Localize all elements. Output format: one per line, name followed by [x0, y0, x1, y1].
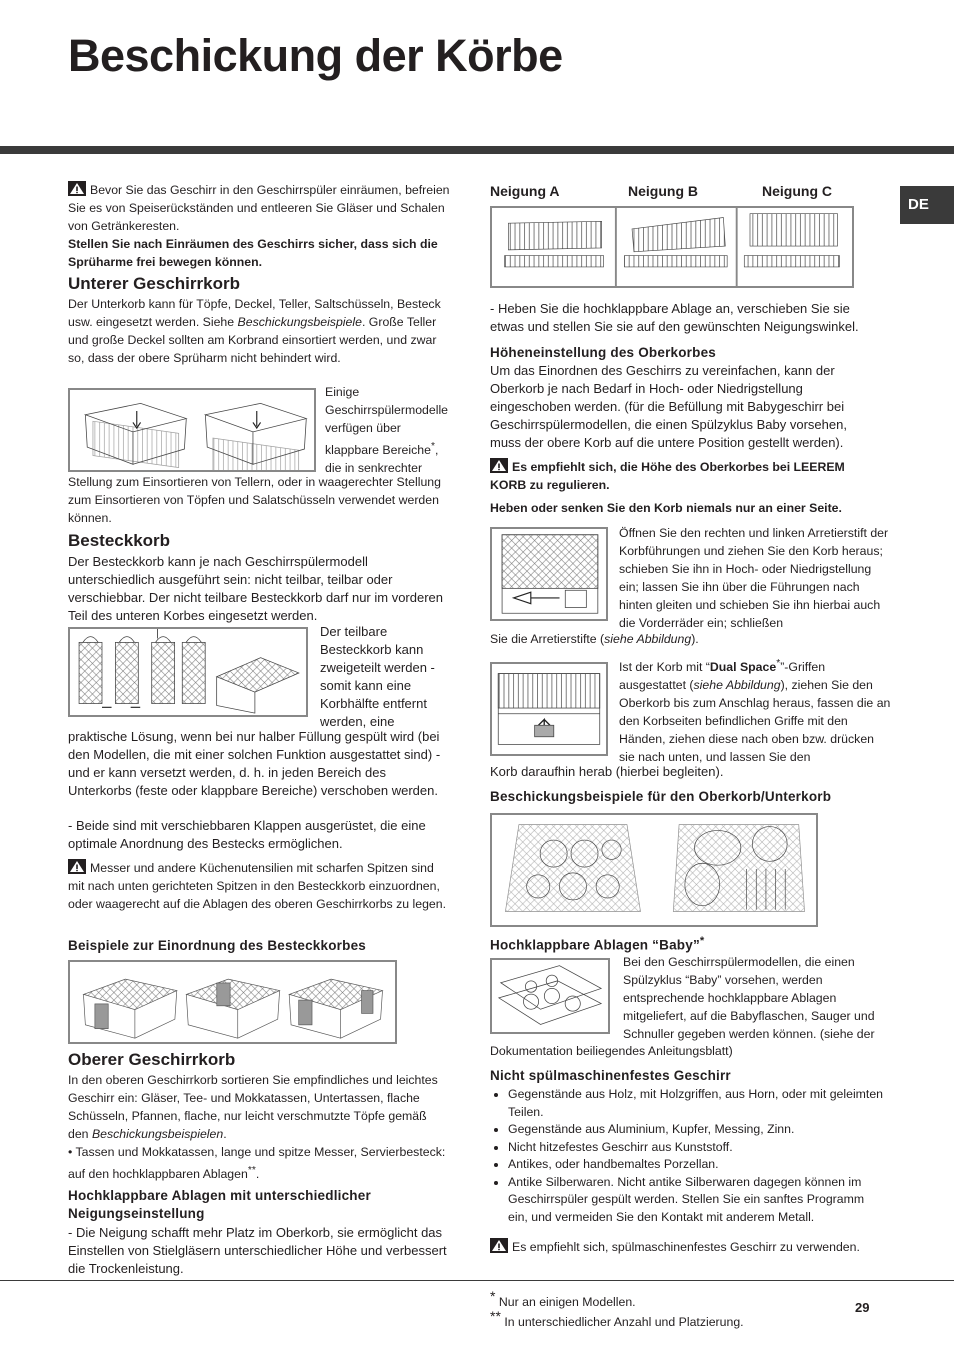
- not-dishwasher-list: [490, 1086, 886, 1226]
- upper-basket-text: In den oberen Geschirrkorb sortieren Sie empfindliches und leichtes Geschirr ein: Gläser, Tee- und Mokkatassen, Untertassen, flache Schüsseln, Pfannen, flache, nur leicht verschmutzte Töpfe gemäß den Beschickungsbeispielen. • Tassen und Mokkatassen, lange und spitze Messer, Servierbesteck: auf den hochklappbaren Ablagen**.: [68, 1073, 446, 1181]
- list-item: • Gegenstände aus Aluminium, Kupfer, Messing, Zinn.: [508, 1121, 886, 1139]
- list-item: • Gegenstände aus Holz, mit Holzgriffen, aus Horn, oder mit geleimten Teilen.: [508, 1086, 886, 1121]
- knife-warning: Messer und andere Küchenutensilien mit scharfen Spitzen sind mit nach unten gerichteten Spitzen in den Besteckkorb einzuordnen, oder waagerecht auf die Ablagen des oberen Geschirrkorbs zu legen.: [68, 861, 447, 911]
- list-item: • Antikes, oder handbemaltes Porzellan.: [508, 1156, 886, 1174]
- dual-space-tail: Korb daraufhin herab (hierbei begleiten).: [490, 764, 724, 779]
- footer-rule: [0, 1280, 954, 1281]
- cutlery-heading: Besteckkorb: [68, 531, 171, 550]
- height-heading: Höheneinstellung des Oberkorbes: [490, 345, 716, 360]
- tilt-positions-figure: [490, 206, 854, 288]
- loading-examples-figure: [490, 813, 818, 927]
- intro-text: Bevor Sie das Geschirr in den Geschirrspüler einräumen, befreien Sie es von Speiserückständen und entleeren Sie Gläser und Schalen von Getränkeresten.: [68, 183, 450, 233]
- footnote-2: ** In unterschiedlicher Anzahl und Platzierung.: [490, 1308, 744, 1330]
- tilt-label-c: Neigung C: [762, 183, 832, 199]
- intro-warning: [68, 181, 450, 272]
- upper-basket-heading: Oberer Geschirrkorb: [68, 1050, 236, 1069]
- warning-icon: [490, 1238, 508, 1253]
- foldable-continued-text: Stellung zum Einsortieren von Tellern, oder in waagerechter Stellung zum Einsortieren von Töpfen und Salatschüsseln verwendet werden können.: [68, 475, 441, 525]
- footnote-1: * Nur an einigen Modellen.: [490, 1288, 636, 1310]
- foldable-side-text: Einige Geschirrspülermodelle verfügen über klappbare Bereiche*, die in senkrechter: [325, 385, 449, 475]
- foldable-area-figure: [68, 388, 316, 472]
- warning-icon: [68, 859, 86, 874]
- loading-examples-heading: Beschickungsbeispiele für den Oberkorb/Unterkorb: [490, 789, 832, 804]
- baby-shelves-figure: [490, 958, 610, 1034]
- warning-icon: [490, 458, 508, 473]
- tilt-shelves-heading: Hochklappbare Ablagen mit unterschiedlicher Neigungseinstellung: [68, 1188, 371, 1221]
- lower-basket-heading: Unterer Geschirrkorb: [68, 274, 240, 293]
- list-item: • Nicht hitzefestes Geschirr aus Kunststoff.: [508, 1139, 886, 1157]
- dual-space-figure: [490, 662, 608, 756]
- cutlery-examples-heading: Beispiele zur Einordnung des Besteckkorbes: [68, 938, 366, 953]
- cutlery-text: Der Besteckkorb kann je nach Geschirrspülermodell unterschiedlich ausgeführt sein: nicht teilbar, teilbar oder verschiebbar. Der nicht teilbare Besteckkorb darf nur im vorderen Teil des unteren Korbes eingesetzt werden.: [68, 554, 444, 623]
- not-dishwasher-heading: Nicht spülmaschinenfestes Geschirr: [490, 1068, 731, 1083]
- language-tab: DE: [900, 186, 954, 224]
- dual-space-side-text: Ist der Korb mit “Dual Space*”-Griffen ausgestattet (siehe Abbildung), ziehen Sie den Oberkorb bis zum Anschlag heraus, fassen die an den Korbseiten befindlichen Griffe mit den Händen, ziehen diese nach oben bzw. drücken sie nach unten, und lassen Sie den: [619, 658, 891, 764]
- height-warning: Es empfiehlt sich, die Höhe des Oberkorbes bei LEEREM KORB zu regulieren.: [490, 460, 845, 492]
- tilt-label-b: Neigung B: [628, 183, 698, 199]
- height-text: Um das Einordnen des Geschirrs zu vereinfachen, kann der Oberkorb je nach Bedarf in Hoch- oder Niedrigstellung eingeschoben werden. (für die Befüllung mit Babygeschirr bei Geschirrspülermodellen, die einen Spülzyklus Baby vorsehen, muss der obere Korb auf die untere Position gestellt werden).: [490, 363, 847, 450]
- tilt-label-a: Neigung A: [490, 183, 560, 199]
- tilt-shelves-text: - Die Neigung schafft mehr Platz im Oberkorb, sie ermöglicht das Einstellen von Stielgläsern unterschiedlicher Höhe und verbessert die Trockenleistung.: [68, 1225, 447, 1276]
- locking-pin-figure: [490, 527, 608, 621]
- cutlery-text-b: praktische Lösung, wenn bei nur halber Füllung gespült wird (bei den Modellen, die mit einer solchen Funktion ausgestattet sind) - und er kann versetzt werden, d. h. in jeden Bereich des Unterkorbs (feste oder klappbare Bereiche) verschoben werden.: [68, 729, 441, 798]
- lower-basket-text: Der Unterkorb kann für Töpfe, Deckel, Teller, Saltschüsseln, Besteck usw. eingesetzt werden. Siehe Beschickungsbeispiele. Große Teller und große Deckel sollten am Korbrand einsortiert werden, und zwar so, dass der obere Sprüharm nicht behindert wird.: [68, 297, 441, 365]
- cutlery-text-c: - Beide sind mit verschiebbaren Klappen ausgerüstet, die eine optimale Anordnung des Bestecks ermöglichen.: [68, 818, 426, 851]
- baby-heading: Hochklappbare Ablagen “Baby”*: [490, 935, 705, 953]
- list-item: • Antike Silberwaren. Nicht antike Silberwaren dagegen können im Geschirrspüler gespült werden. Stellen Sie ein sanftes Programm ein, und vermeiden Sie den Kontakt mit anderem Metall.: [508, 1174, 886, 1227]
- locking-pin-side-text: Öffnen Sie den rechten und linken Arretierstift der Korbführungen und ziehen Sie den Korb heraus; schieben Sie ihn in Hoch- oder Niedrigstellung ein; lassen Sie ihn über die Führungen nach hinten gleiten und schieben Sie ihn hierbai auch die Vorderräder ein; schließen: [619, 526, 889, 630]
- baby-side-text: Bei den Geschirrspülermodellen, die einen Spülzyklus “Baby” vorsehen, werden entsprechende hochklappbare Ablagen mitgeliefert, auf die Babyflaschen, Sauger und Schnuller gegeben werden können. (siehe der: [623, 955, 875, 1041]
- baby-tail: Dokumentation beiliegendes Anleitungsblatt): [490, 1044, 733, 1058]
- page-title: Beschickung der Körbe: [68, 30, 563, 81]
- locking-pin-tail: Sie die Arretierstifte (siehe Abbildung).: [490, 632, 699, 646]
- header-rule: [0, 146, 954, 154]
- intro-bold-text: Stellen Sie nach Einräumen des Geschirrs sicher, dass sich die Sprüharme frei bewegen können.: [68, 236, 438, 269]
- warning-icon: [68, 181, 86, 196]
- height-bold-note: Heben oder senken Sie den Korb niemals nur an einer Seite.: [490, 501, 842, 515]
- cutlery-basket-figure: [68, 627, 308, 717]
- tilt-text: - Heben Sie die hochklappbare Ablage an, verschieben Sie sie etwas und stellen Sie sie auf den gewünschten Neigungswinkel.: [490, 301, 859, 334]
- cutlery-examples-figure: [68, 960, 397, 1044]
- page-number: 29: [855, 1300, 870, 1315]
- dishwasher-safe-warning: Es empfiehlt sich, spülmaschinenfestes Geschirr zu verwenden.: [490, 1238, 890, 1257]
- divisible-side-text: Der teilbare Besteckkorb kann zweigeteilt werden - somit kann eine Korbhälfte entfernt werden, eine: [320, 624, 435, 729]
